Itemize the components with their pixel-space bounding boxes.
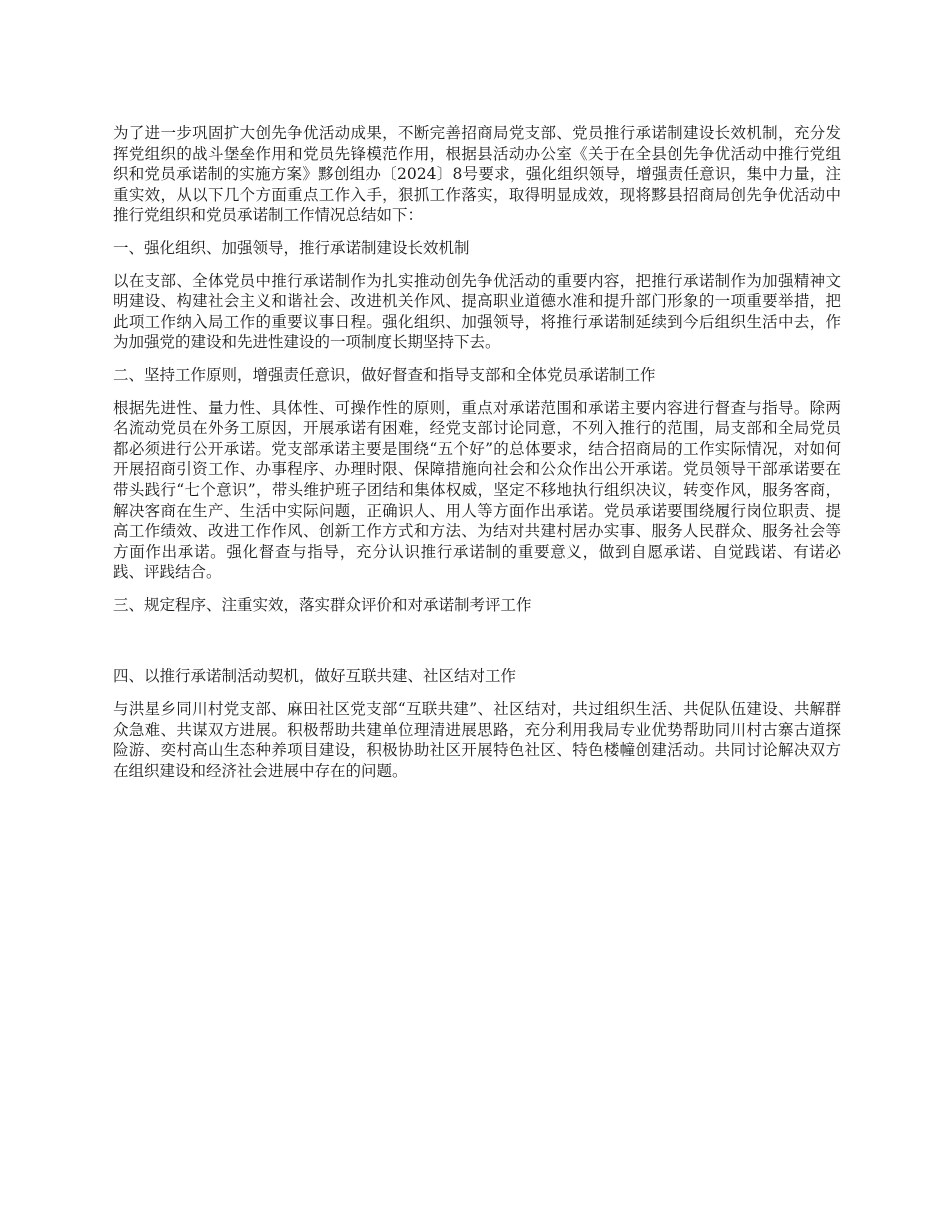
section-3-heading: 三、规定程序、注重实效，落实群众评价和对承诺制考评工作 — [113, 595, 532, 614]
document-page — [113, 123, 841, 793]
section-2-heading: 二、坚持工作原则，增强责任意识，做好督查和指导支部和全体党员承诺制工作 — [113, 365, 656, 384]
intro-paragraph: 为了进一步巩固扩大创先争优活动成果，不断完善招商局党支部、党员推行承诺制建设长效机制，充分发挥党组织的战斗堡垒作用和党员先锋模范作用，根据县活动办公室《关于在全县创先争优活动中推行党组织和党员承诺制的实施方案》黟创组办〔2024〕8号要求，强化组织领导，增强责任意识，集中力量，注重实效，从以下几个方面重点工作入手，狠抓工作落实，取得明显成效，现将黟县招商局创先争优活动中推行党组织和党员承诺制工作情况总结如下： — [113, 124, 841, 225]
section-1-heading: 一、强化组织、加强领导，推行承诺制建设长效机制 — [113, 238, 470, 257]
section-2-body: 根据先进性、量力性、具体性、可操作性的原则，重点对承诺范围和承诺主要内容进行督查与指导。除两名流动党员在外务工原因，开展承诺有困难，经党支部讨论同意，不列入推行的范围，局支部和全局党员都必须进行公开承诺。党支部承诺主要是围绕“五个好”的总体要求，结合招商局的工作实际情况，对如何开展招商引资工作、办事程序、办理时限、保障措施向社会和公众作出公开承诺。党员领导干部承诺要在带头践行“七个意识”，带头维护班子团结和集体权威，坚定不移地执行组织决议，转变作风，服务客商，解决客商在生产、生活中实际问题，正确识人、用人等方面作出承诺。党员承诺要围绕履行岗位职责、提高工作绩效、改进工作作风、创新工作方式和方法、为结对共建村居办实事、服务人民群众、服务社会等方面作出承诺。强化督查与指导，充分认识推行承诺制的重要意义，做到自愿承诺、自觉践诺、有诺必践、评践结合。 — [113, 398, 841, 582]
section-1-body: 以在支部、全体党员中推行承诺制作为扎实推动创先争优活动的重要内容，把推行承诺制作为加强精神文明建设、构建社会主义和谐社会、改进机关作风、提高职业道德水准和提升部门形象的一项重要举措，把此项工作纳入局工作的重要议事日程。强化组织、加强领导，将推行承诺制延续到今后组织生活中去，作为加强党的建设和先进性建设的一项制度长期坚持下去。 — [113, 271, 841, 352]
section-4-body: 与洪星乡同川村党支部、麻田社区党支部“互联共建”、社区结对，共过组织生活、共促队伍建设、共解群众急难、共谋双方进展。积极帮助共建单位理清进展思路，充分利用我局专业优势帮助同川村古寨古道探险游、奕村高山生态种养项目建设，积极协助社区开展特色社区、特色楼幢创建活动。共同讨论解决双方在组织建设和经济社会进展中存在的问题。 — [113, 700, 841, 780]
section-4-heading: 四、以推行承诺制活动契机，做好互联共建、社区结对工作 — [113, 667, 517, 686]
